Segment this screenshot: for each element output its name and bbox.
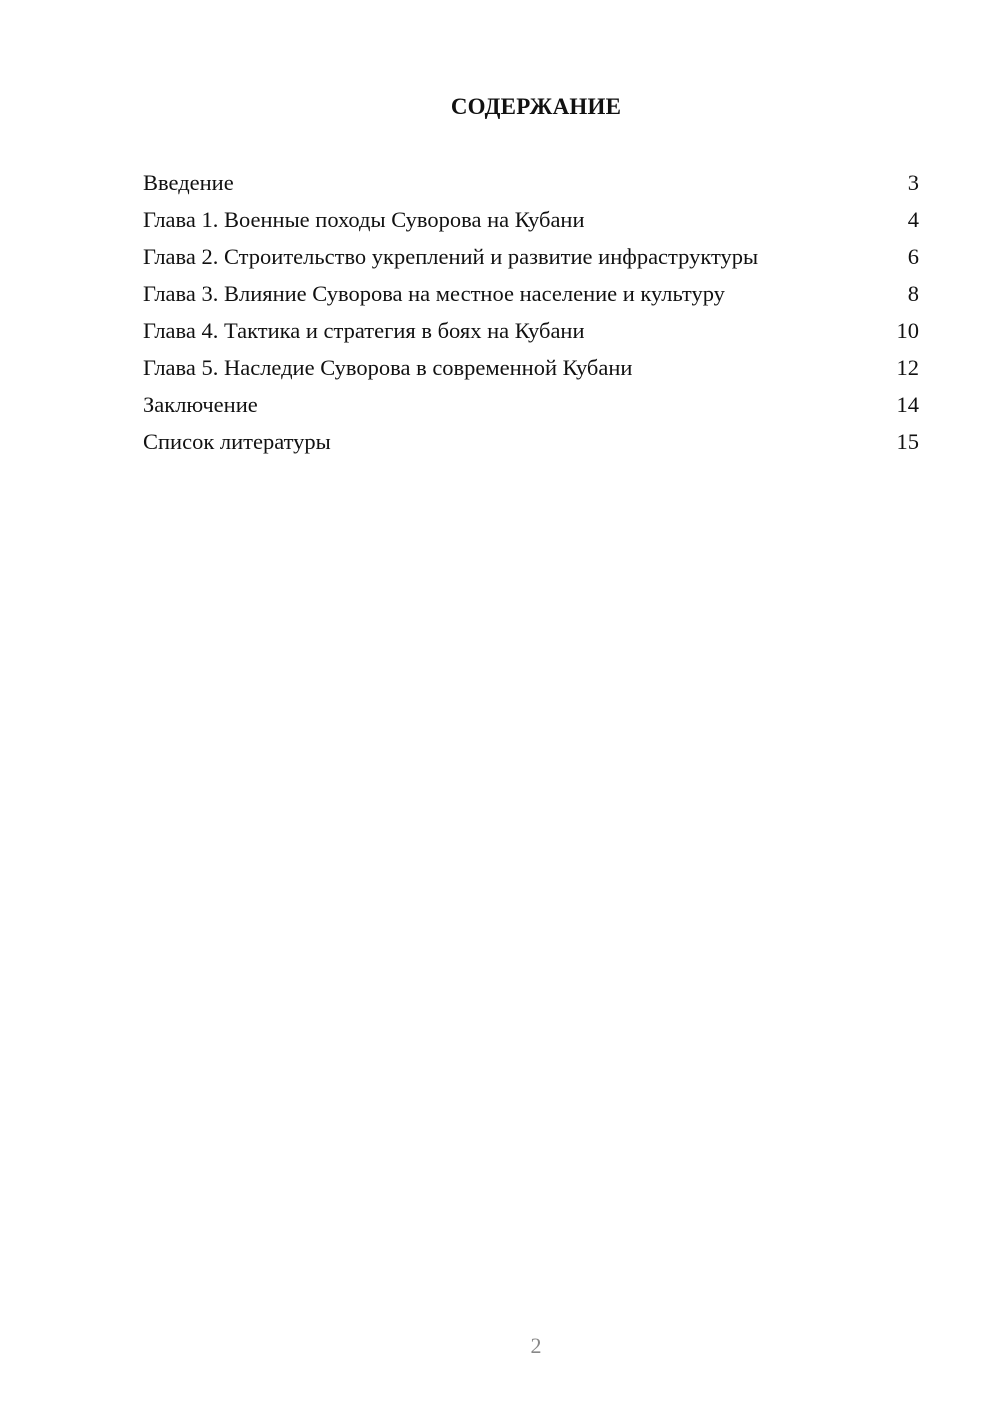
page-number: 2 <box>530 1333 542 1358</box>
toc-entry-title: Глава 3. Влияние Суворова на местное население и культуру <box>143 281 725 306</box>
toc-entry-chapter-2 <box>143 244 919 270</box>
toc-entry-chapter-3 <box>143 281 919 307</box>
page-title: СОДЕРЖАНИЕ <box>450 94 622 119</box>
toc-entry-chapter-5 <box>143 355 919 381</box>
toc-entry-chapter-4 <box>143 318 919 344</box>
toc-entry-page: 14 <box>896 392 919 417</box>
toc-entry-title: Глава 5. Наследие Суворова в современной Кубани <box>143 355 633 380</box>
toc-entry-introduction <box>143 170 919 196</box>
toc-entry-chapter-1 <box>143 207 919 233</box>
toc-entry-references <box>143 429 919 455</box>
toc-entry-page: 10 <box>896 318 919 343</box>
toc-entry-title: Список литературы <box>143 429 331 454</box>
toc-entry-page: 3 <box>907 170 919 195</box>
toc-entry-page: 15 <box>896 429 919 454</box>
table-of-contents <box>143 170 919 466</box>
toc-entry-page: 12 <box>896 355 919 380</box>
toc-entry-conclusion <box>143 392 919 418</box>
toc-entry-title: Глава 4. Тактика и стратегия в боях на Кубани <box>143 318 585 343</box>
toc-entry-page: 4 <box>907 207 919 232</box>
toc-entry-title: Введение <box>143 170 234 195</box>
toc-entry-page: 8 <box>907 281 919 306</box>
toc-entry-title: Заключение <box>143 392 258 417</box>
toc-entry-title: Глава 2. Строительство укреплений и развитие инфраструктуры <box>143 244 759 269</box>
toc-entry-title: Глава 1. Военные походы Суворова на Кубани <box>143 207 585 232</box>
toc-entry-page: 6 <box>907 244 919 269</box>
